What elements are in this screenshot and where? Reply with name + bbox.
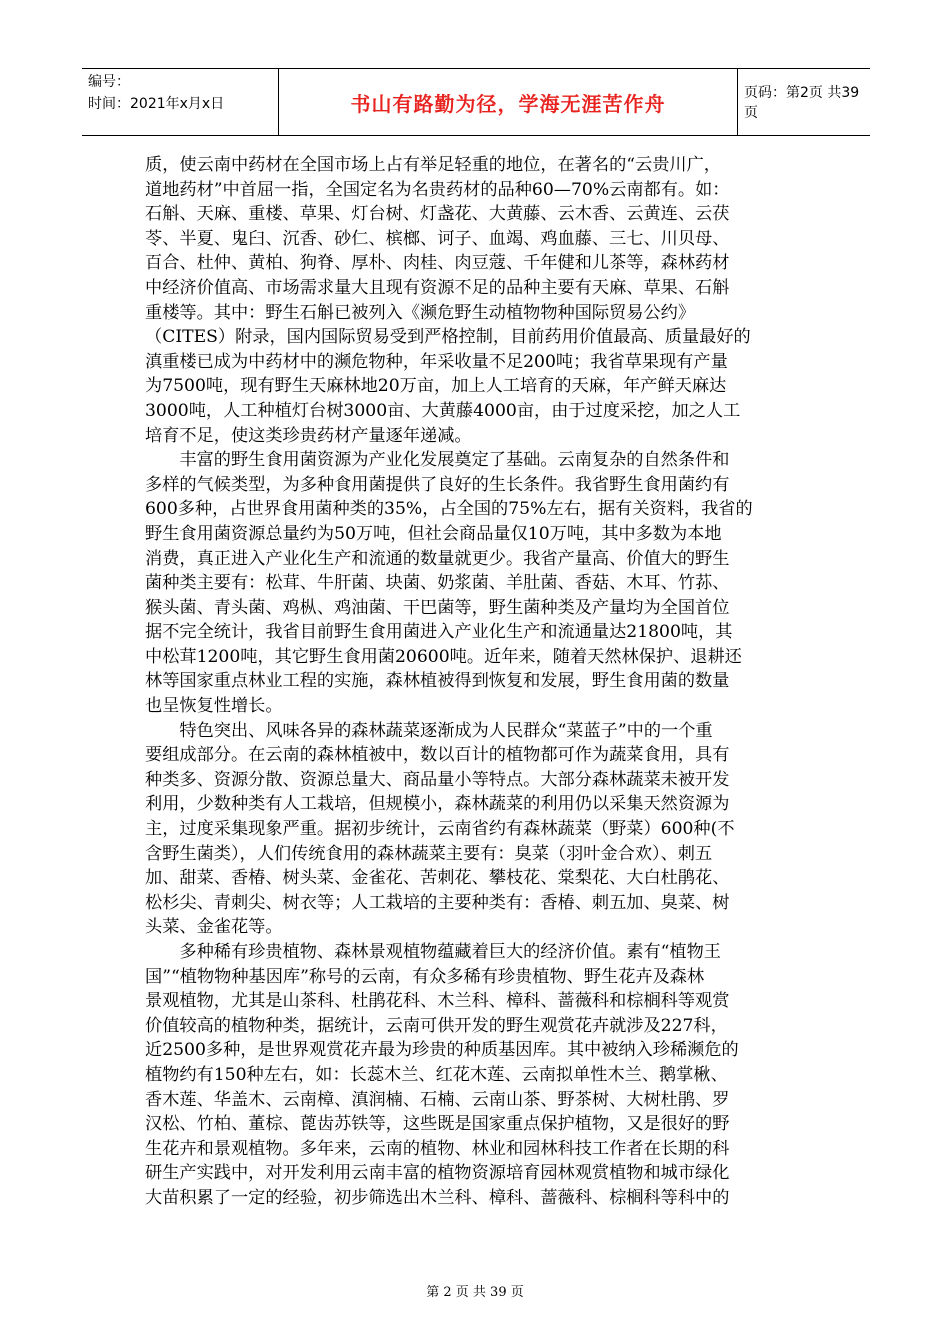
document-number-label: 编号：	[88, 74, 130, 90]
body-text-line: 多种稀有珍贵植物、森林景观植物蕴藏着巨大的经济价值。素有“植物王	[145, 942, 721, 962]
body-text-line: 消费，真正进入产业化生产和流通的数量就更少。我省产量高、价值大的野生	[145, 548, 730, 569]
body-text-line: 含野生菌类），人们传统食用的森林蔬菜主要有：臭菜（羽叶金合欢）、刺五	[145, 843, 713, 864]
body-text-line: 头菜、金雀花等。	[145, 917, 283, 938]
body-text-line: 香木莲、华盖木、云南樟、滇润楠、石楠、云南山茶、野茶树、大树杜鹃、罗	[145, 1089, 730, 1110]
body-text-line: （CITES）附录，国内国际贸易受到严格控制，目前药用价值最高、质量最好的	[145, 327, 751, 348]
body-text-line: 要组成部分。在云南的森林植被中，数以百计的植物都可作为蔬菜食用，具有	[145, 745, 730, 766]
body-text-line: 种类多、资源分散、资源总量大、商品量小等特点。大部分森林蔬菜未被开发	[145, 769, 730, 790]
body-text-line: 国”“植物物种基因库”称号的云南，有众多稀有珍贵植物、野生花卉及森林	[145, 966, 705, 987]
body-text-line: 百合、杜仲、黄柏、狗脊、厚朴、肉桂、肉豆蔻、千年健和儿茶等，森林药材	[145, 253, 730, 274]
body-text-line: 大苗积累了一定的经验，初步筛选出木兰科、樟科、蔷薇科、棕榈科等科中的	[145, 1187, 730, 1208]
header-page-info: 页码：第2页 共39页	[744, 85, 860, 121]
page-footer: 第 2 页 共 39 页	[426, 1285, 524, 1300]
body-text-line: 3000吨，人工种植灯台树3000亩、大黄藤4000亩，由于过度采挖，加之人工	[145, 400, 741, 421]
body-text-line: 道地药材”中首屈一指，全国定名为名贵药材的品种60—70%云南都有。如：	[145, 179, 730, 200]
body-text-line: 价值较高的植物种类，据统计，云南可供开发的野生观赏花卉就涉及227科，	[145, 1015, 728, 1036]
header-motto-cell	[278, 69, 738, 135]
header-meta	[82, 69, 278, 135]
body-text-line: 苓、半夏、鬼臼、沉香、砂仁、槟榔、诃子、血竭、鸡血藤、三七、川贝母、	[145, 228, 730, 249]
body-text-line: 滇重楼已成为中药材中的濒危物种，年采收量不足200吨；我省草果现有产量	[145, 351, 728, 372]
body-text-line: 林等国家重点林业工程的实施，森林植被得到恢复和发展，野生食用菌的数量	[145, 671, 730, 692]
body-text-line: 主，过度采集现象严重。据初步统计，云南省约有森林蔬菜（野菜）600种(不	[145, 819, 735, 840]
header-page-info-cell	[738, 69, 870, 135]
body-text-line: 质，使云南中药材在全国市场上占有举足轻重的地位，在著名的“云贵川广，	[145, 155, 721, 175]
body-text-line: 汉松、竹柏、董棕、蓖齿苏铁等，这些既是国家重点保护植物，又是很好的野	[145, 1114, 730, 1135]
body-text-line: 600多种，占世界食用菌种类的35%，占全国的75%左右，据有关资料，我省的	[145, 499, 753, 520]
body-text-line: 景观植物，尤其是山茶科、杜鹃花科、木兰科、樟科、蔷薇科和棕榈科等观赏	[145, 991, 730, 1012]
header-motto: 书山有路勤为径，学海无涯苦作舟	[350, 91, 666, 116]
body-text-line: 中松茸1200吨，其它野生食用菌20600吨。近年来，随着天然林保护、退耕还	[145, 646, 742, 667]
page-header	[82, 68, 870, 136]
body-text-line: 植物约有150种左右，如：长蕊木兰、红花木莲、云南拟单性木兰、鹅掌楸、	[145, 1064, 728, 1085]
body-text-line: 丰富的野生食用菌资源为产业化发展奠定了基础。云南复杂的自然条件和	[145, 450, 730, 471]
body-text-line: 松杉尖、青刺尖、树衣等；人工栽培的主要种类有：香椿、刺五加、臭菜、树	[145, 892, 730, 913]
body-text-line: 据不完全统计，我省目前野生食用菌进入产业化生产和流通量达21800吨，其	[145, 622, 733, 643]
body-text-line: 石斛、天麻、重楼、草果、灯台树、灯盏花、大黄藤、云木香、云黄连、云茯	[145, 204, 730, 225]
body-text-line: 野生食用菌资源总量约为50万吨，但社会商品量仅10万吨，其中多数为本地	[145, 523, 722, 544]
body-text-line: 培育不足，使这类珍贵药材产量逐年递减。	[145, 425, 472, 446]
document-time-label: 时间：2021年x月x日	[88, 96, 225, 112]
body-text-line: 中经济价值高、市场需求量大且现有资源不足的品种主要有天麻、草果、石斛	[145, 277, 730, 298]
body-text-line: 也呈恢复性增长。	[145, 696, 283, 717]
body-text-line: 特色突出、风味各异的森林蔬菜逐渐成为人民群众“菜蓝子”中的一个重	[145, 720, 713, 741]
body-text-line: 生花卉和景观植物。多年来，云南的植物、林业和园林科技工作者在长期的科	[145, 1138, 730, 1159]
body-text-line: 近2500多种，是世界观赏花卉最为珍贵的种质基因库。其中被纳入珍稀濒危的	[145, 1040, 739, 1061]
body-text-line: 研生产实践中，对开发利用云南丰富的植物资源培育园林观赏植物和城市绿化	[145, 1163, 730, 1184]
body-text-line: 利用，少数种类有人工栽培，但规模小，森林蔬菜的利用仍以采集天然资源为	[145, 794, 730, 815]
body-text-line: 多样的气候类型，为多种食用菌提供了良好的生长条件。我省野生食用菌约有	[145, 474, 730, 495]
body-text-line: 加、甜菜、香椿、树头菜、金雀花、苦刺花、攀枝花、棠梨花、大白杜鹃花、	[145, 868, 730, 889]
body-text-line: 重楼等。其中：野生石斛已被列入《濒危野生动植物物种国际贸易公约》	[145, 302, 696, 323]
body-text-line: 菌种类主要有：松茸、牛肝菌、块菌、奶浆菌、羊肚菌、香菇、木耳、竹荪、	[145, 573, 730, 594]
body-text-line: 猴头菌、青头菌、鸡枞、鸡油菌、干巴菌等，野生菌种类及产量均为全国首位	[145, 597, 730, 618]
document-body	[145, 153, 809, 1211]
body-text-line: 为7500吨，现有野生天麻林地20万亩，加上人工培育的天麻，年产鲜天麻达	[145, 376, 727, 397]
